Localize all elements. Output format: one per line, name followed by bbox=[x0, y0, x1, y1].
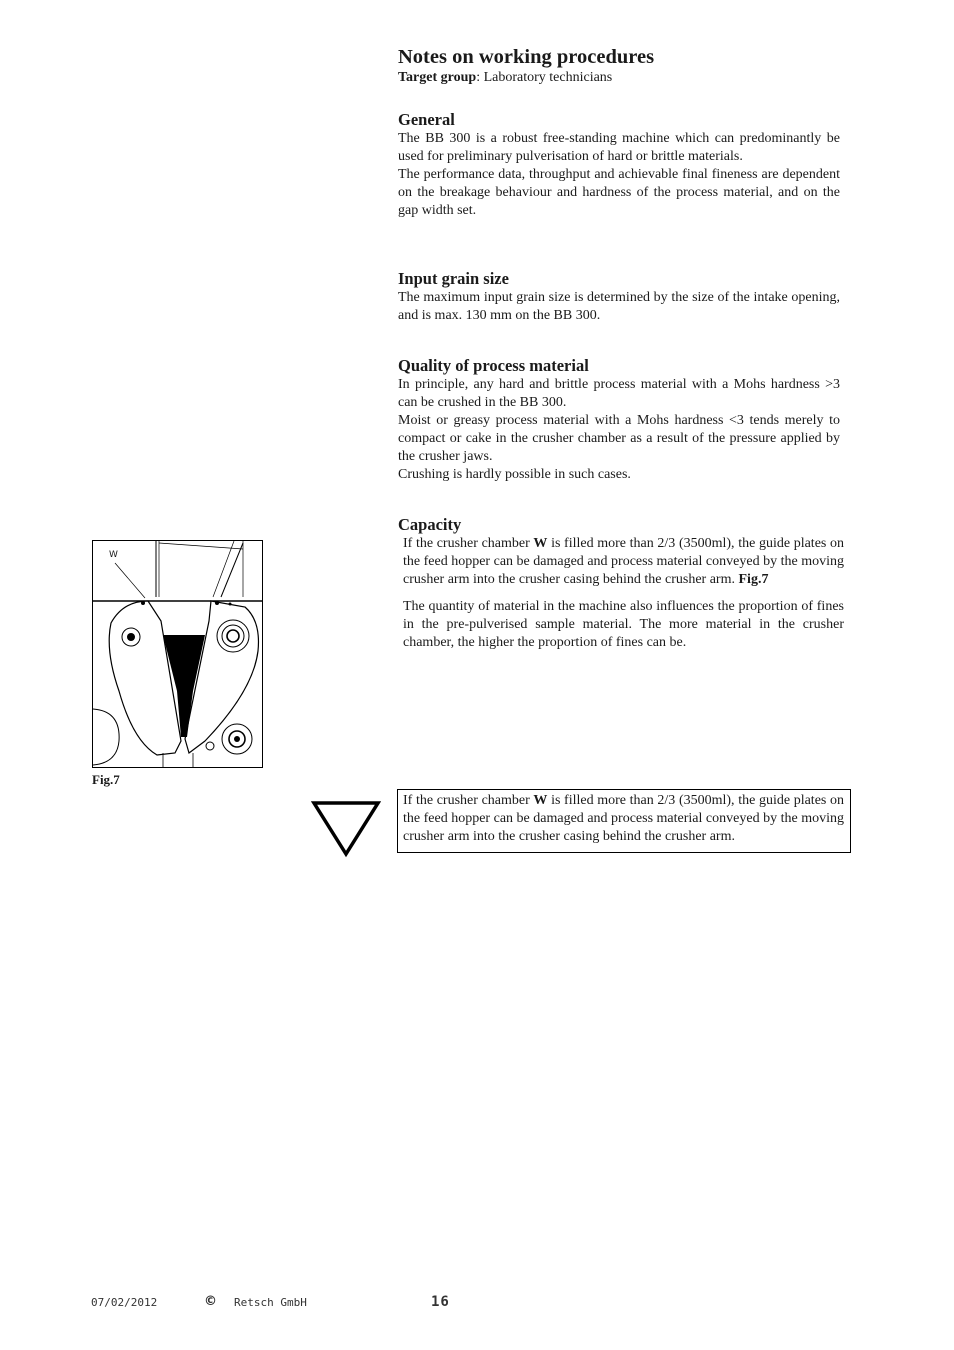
general-heading: General bbox=[398, 110, 455, 129]
capacity-heading: Capacity bbox=[398, 515, 462, 534]
figure-label-w: W bbox=[109, 550, 118, 560]
quality-paragraph-2: Moist or greasy process material with a Mohs hardness <3 tends merely to compact or cake in the crusher chamber as a result of the pressure applied by the crusher jaws. bbox=[398, 413, 840, 464]
page-number: 16 bbox=[431, 1294, 450, 1310]
quality-paragraph-1: In principle, any hard and brittle process material with a Mohs hardness >3 can be crushed in the BB 300. bbox=[398, 377, 840, 410]
figure-crusher-diagram bbox=[92, 540, 263, 768]
warning-box bbox=[397, 789, 851, 853]
warning-triangle-icon bbox=[311, 800, 381, 858]
footer-company: Retsch GmbH bbox=[234, 1296, 307, 1309]
general-section bbox=[398, 110, 840, 220]
target-group-value: : Laboratory technicians bbox=[476, 70, 613, 85]
page-title: Notes on working procedures bbox=[398, 46, 655, 68]
general-paragraph-2: The performance data, throughput and achievable final fineness are dependent on the breakage behaviour and hardness of the process material, and on the gap width set. bbox=[398, 167, 840, 218]
copyright-symbol: © bbox=[204, 1294, 217, 1309]
quality-paragraph-3: Crushing is hardly possible in such cases. bbox=[398, 467, 631, 482]
capacity-section bbox=[398, 515, 840, 535]
input-grain-section bbox=[398, 269, 840, 325]
quality-heading: Quality of process material bbox=[398, 356, 589, 375]
crusher-drawing bbox=[93, 541, 262, 767]
quality-section bbox=[398, 356, 840, 484]
footer-date: 07/02/2012 bbox=[91, 1296, 158, 1309]
figure-caption: Fig.7 bbox=[92, 772, 120, 787]
warning-text: If the crusher chamber W is filled more than 2/3 (3500ml), the guide plates on the feed hopper can be damaged and process material conveyed by the moving crusher arm into the crusher casing behind the crusher arm. bbox=[403, 793, 845, 844]
capacity-body bbox=[403, 535, 844, 652]
capacity-paragraph-1: If the crusher chamber W is filled more than 2/3 (3500ml), the guide plates on the feed hopper can be damaged and process material conveyed by the moving crusher arm into the crusher casing behind the crusher arm. Fig.7 bbox=[403, 536, 845, 587]
input-grain-heading: Input grain size bbox=[398, 269, 509, 288]
target-group-label: Target group bbox=[398, 70, 477, 85]
target-group bbox=[398, 69, 840, 87]
header-section bbox=[398, 45, 840, 87]
input-grain-paragraph: The maximum input grain size is determined by the size of the intake opening, and is max. 130 mm on the BB 300. bbox=[398, 290, 840, 323]
capacity-paragraph-2: The quantity of material in the machine also influences the proportion of fines in the pre-pulverised sample material. The more material in the crusher chamber, the higher the proportion of fines can be. bbox=[403, 599, 844, 650]
general-paragraph-1: The BB 300 is a robust free-standing machine which can predominantly be used for preliminary pulverisation of hard or brittle materials. bbox=[398, 131, 840, 164]
